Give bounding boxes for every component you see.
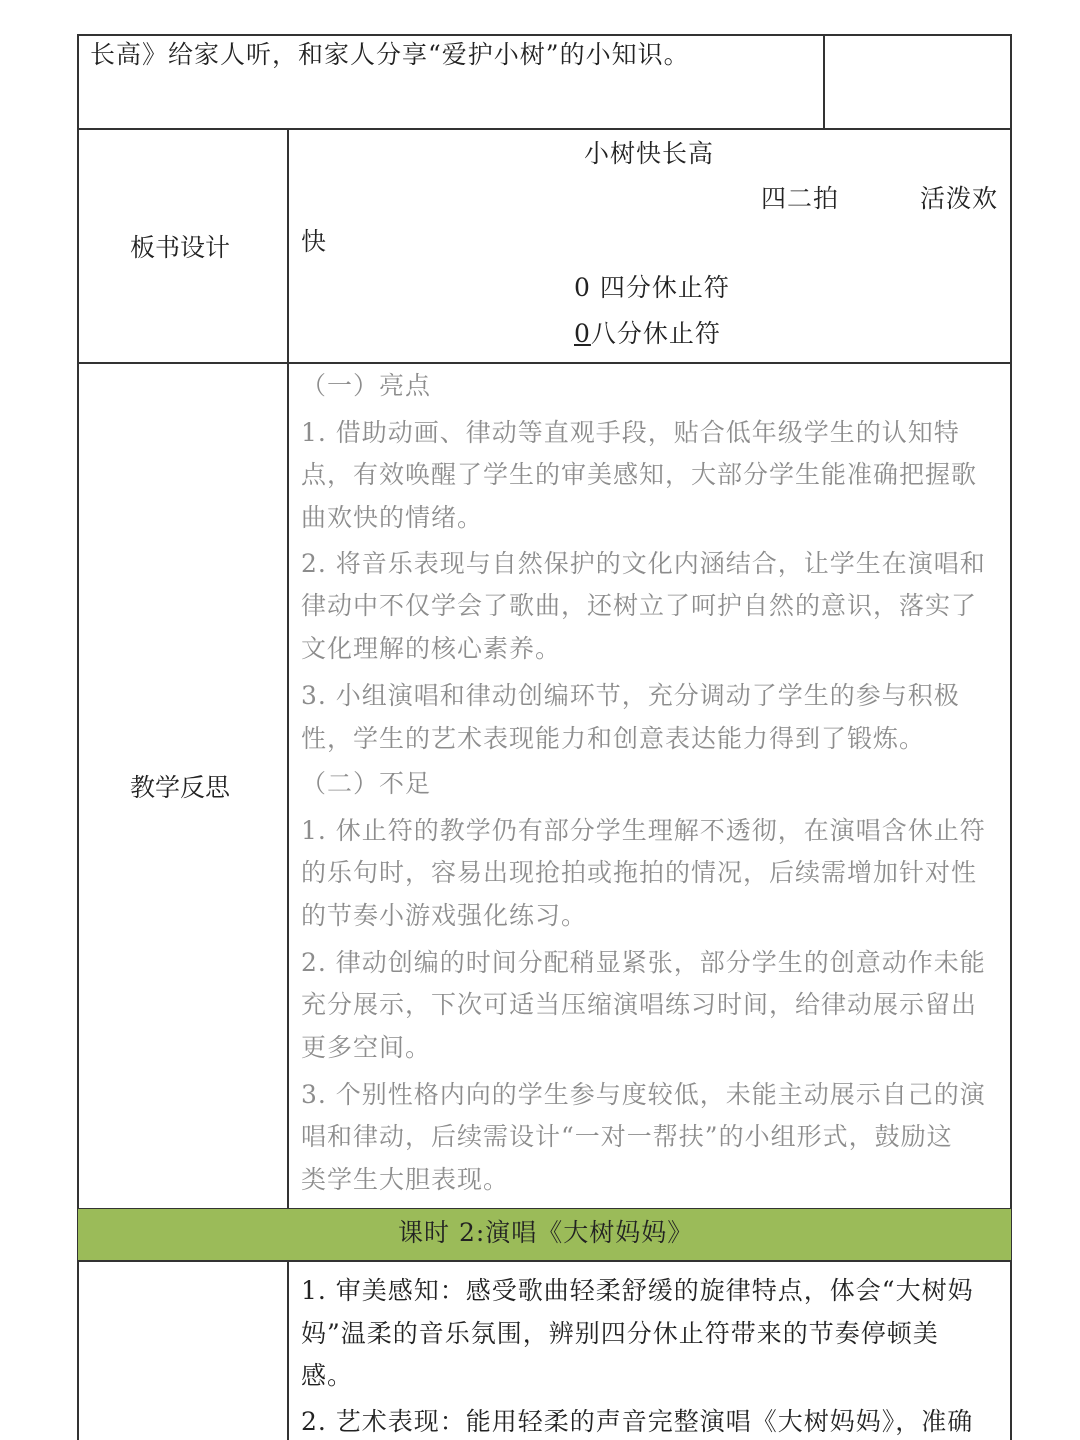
- shortcoming-line: 的乐句时，容易出现抢拍或拖拍的情况，后续需增加针对性: [301, 858, 978, 887]
- shortcoming-line: 的节奏小游戏强化练习。: [301, 901, 588, 930]
- rest-eighth-label: 八分休止符: [590, 319, 721, 348]
- board-meter: 四二拍: [761, 184, 840, 213]
- board-mood-part2: 快: [301, 227, 328, 256]
- lesson2-line: 妈”温柔的音乐氛围，辨别四分休止符带来的节奏停顿美: [301, 1319, 939, 1348]
- label-column-divider-2: [287, 1260, 289, 1440]
- shortcoming-line: 2. 律动创编的时间分配稍显紧张，部分学生的创意动作未能: [301, 948, 986, 977]
- board-rest-quarter-row: [574, 273, 730, 303]
- rest-zero-underlined-symbol: 0: [574, 319, 591, 348]
- board-title: 小树快长高: [584, 139, 715, 168]
- top-row-divider: [823, 34, 825, 129]
- shortcoming-line: 更多空间。: [301, 1033, 432, 1062]
- board-design-label: 板书设计: [130, 233, 231, 262]
- top-row-text: 长高》给家人听，和家人分享“爱护小树”的小知识。: [90, 40, 690, 69]
- shortcoming-line: 类学生大胆表现。: [301, 1165, 510, 1194]
- table-border-row4: [78, 1260, 1012, 1262]
- board-mood-part1: 活泼欢: [920, 184, 999, 213]
- reflection-label: 教学反思: [130, 773, 231, 802]
- table-border-row1: [78, 128, 1012, 130]
- label-column-divider-1: [287, 128, 289, 1209]
- shortcoming-line: 1. 休止符的教学仍有部分学生理解不透彻，在演唱含休止符: [301, 816, 986, 845]
- highlight-line: 2. 将音乐表现与自然保护的文化内涵结合，让学生在演唱和: [301, 549, 986, 578]
- rest-quarter-label: 四分休止符: [599, 273, 730, 302]
- highlight-line: 3. 小组演唱和律动创编环节，充分调动了学生的参与积极: [301, 681, 960, 710]
- shortcoming-line: 唱和律动，后续需设计“一对一帮扶”的小组形式，鼓励这: [301, 1122, 953, 1151]
- highlight-line: 点，有效唤醒了学生的审美感知，大部分学生能准确把握歌: [301, 460, 978, 489]
- lesson2-line: 2. 艺术表现：能用轻柔的声音完整演唱《大树妈妈》，准确: [301, 1407, 974, 1436]
- highlight-line: 文化理解的核心素养。: [301, 634, 562, 663]
- shortcoming-line: 3. 个别性格内向的学生参与度较低，未能主动展示自己的演: [301, 1080, 986, 1109]
- shortcoming-heading: （二）不足: [301, 769, 432, 798]
- table-border-top: [78, 34, 1012, 36]
- highlight-heading: （一）亮点: [301, 371, 432, 400]
- shortcoming-line: 充分展示，下次可适当压缩演唱练习时间，给律动展示留出: [301, 990, 978, 1019]
- highlight-line: 性，学生的艺术表现能力和创意表达能力得到了锻炼。: [301, 724, 926, 753]
- lesson2-header: 课时 2:演唱《大树妈妈》: [398, 1218, 694, 1247]
- highlight-line: 1. 借助动画、律动等直观手段，贴合低年级学生的认知特: [301, 418, 960, 447]
- rest-zero-symbol: 0: [574, 273, 591, 302]
- board-rest-eighth-row: [574, 319, 721, 349]
- lesson2-line: 感。: [301, 1361, 354, 1390]
- table-border-row2: [78, 362, 1012, 364]
- lesson2-line: 1. 审美感知：感受歌曲轻柔舒缓的旋律特点，体会“大树妈: [301, 1276, 974, 1305]
- highlight-line: 律动中不仅学会了歌曲，还树立了呵护自然的意识，落实了: [301, 591, 978, 620]
- highlight-line: 曲欢快的情绪。: [301, 503, 484, 532]
